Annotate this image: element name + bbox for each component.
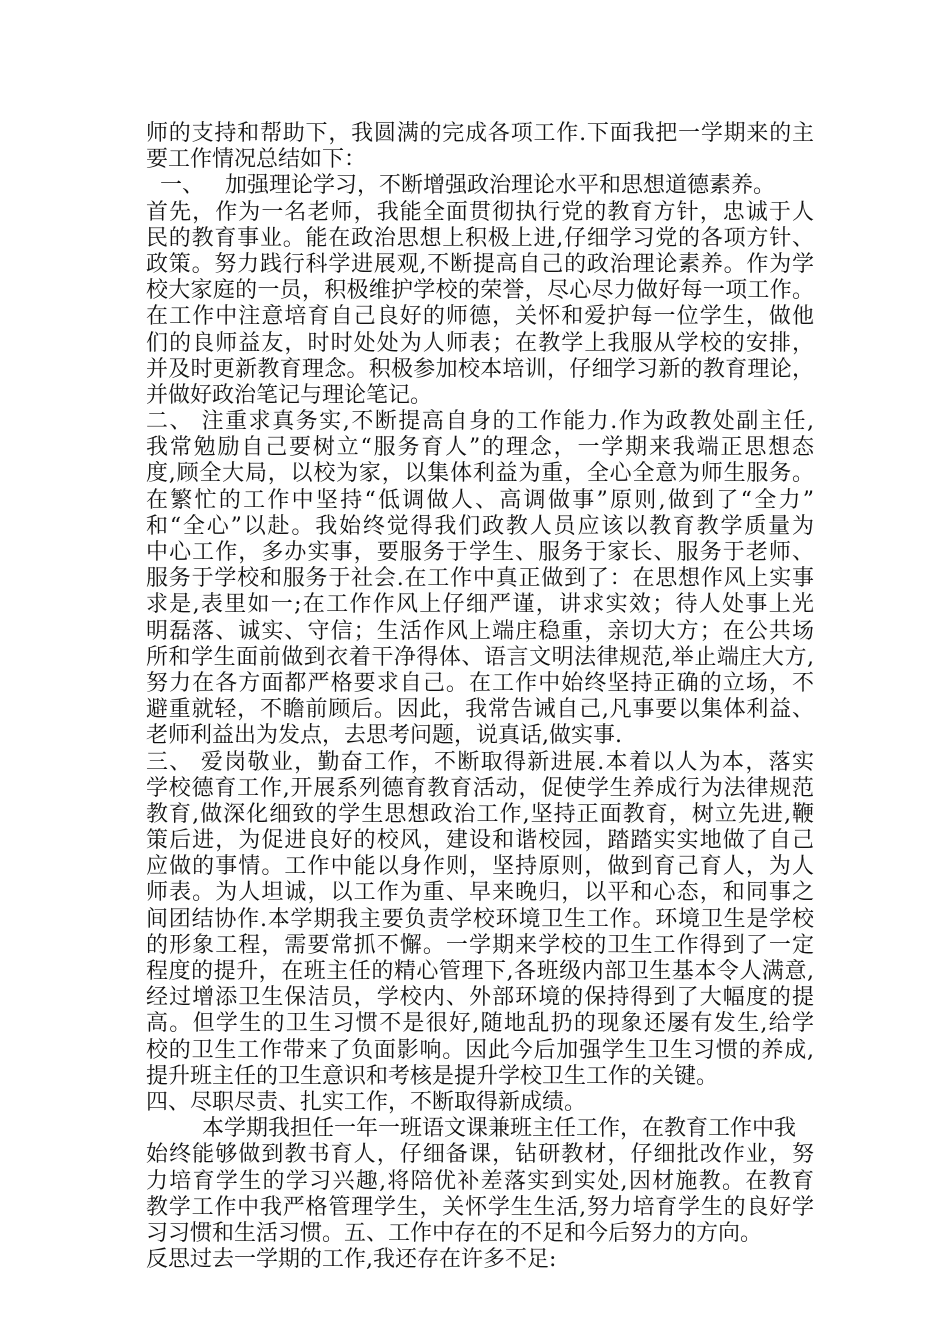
text-line: 并做好政治笔记与理论笔记。 xyxy=(146,382,433,408)
text-line: 努力在各方面都严格要求自己。在工作中始终坚持正确的立场，不 xyxy=(146,670,814,696)
text-line: 高。但学生的卫生习惯不是很好,随地乱扔的现象还屡有发生,给学 xyxy=(146,1011,814,1037)
text-line: 的形象工程，需要常抓不懈。一学期来学校的卫生工作得到了一定 xyxy=(146,932,814,958)
text-line: 校大家庭的一员，积极维护学校的荣誉，尽心尽力做好每一项工作。 xyxy=(146,278,814,304)
text-line: 师的支持和帮助下，我圆满的完成各项工作.下面我把一学期来的主 xyxy=(146,121,814,146)
text-line: 求是,表里如一;在工作作风上仔细严谨，讲求实效；待人处事上光 xyxy=(146,592,814,618)
text-line: 教育,做深化细致的学生思想政治工作,坚持正面教育，树立先进,鞭 xyxy=(146,801,814,827)
text-line: 始终能够做到教书育人，仔细备课，钻研教材，仔细批改作业，努 xyxy=(146,1142,814,1168)
text-line: 服务于学校和服务于社会.在工作中真正做到了：在思想作风上实事 xyxy=(146,566,814,592)
text-line: 校的卫生工作带来了负面影响。因此今后加强学生卫生习惯的养成, xyxy=(146,1037,814,1063)
section-heading-3: 三、 爱岗敬业，勤奋工作，不断取得新进展.本着以人为本，落实 xyxy=(146,749,814,775)
text-line: 要工作情况总结如下： xyxy=(146,147,367,173)
text-line: 们的良师益友，时时处处为人师表；在教学上我服从学校的安排， xyxy=(146,330,814,356)
text-line: 所和学生面前做到衣着干净得体、语言文明法律规范,举止端庄大方, xyxy=(146,644,814,670)
text-line: 避重就轻，不瞻前顾后。因此，我常告诫自己,凡事要以集体利益、 xyxy=(146,697,814,723)
text-line: 经过增添卫生保洁员，学校内、外部环境的保持得到了大幅度的提 xyxy=(146,985,814,1011)
document-body xyxy=(146,121,814,1273)
text-line: 度,顾全大局，以校为家，以集体利益为重，全心全意为师生服务。 xyxy=(146,461,814,487)
text-line: 习习惯和生活习惯。五、工作中存在的不足和今后努力的方向。 xyxy=(146,1220,763,1246)
text-line: 老师利益出为发点，去思考问题，说真话,做实事. xyxy=(146,723,622,749)
text-line: 程度的提升，在班主任的精心管理下,各班级内部卫生基本令人满意, xyxy=(146,959,814,984)
text-line: 和“全心”以赴。我始终觉得我们政教人员应该以教育教学质量为 xyxy=(146,513,814,539)
text-line: 本学期我担任一年一班语文课兼班主任工作，在教育工作中我 xyxy=(146,1116,796,1142)
text-line: 反思过去一学期的工作,我还存在许多不足: xyxy=(146,1247,557,1273)
text-line: 策后进，为促进良好的校风，建设和谐校园，踏踏实实地做了自己 xyxy=(146,828,814,854)
text-line: 教学工作中我严格管理学生，关怀学生生活,努力培育学生的良好学 xyxy=(146,1194,814,1220)
text-line: 在繁忙的工作中坚持“低调做人、高调做事”原则,做到了“全力” xyxy=(146,487,814,513)
text-line: 中心工作，多办实事，要服务于学生、服务于家长、服务于老师、 xyxy=(146,540,814,565)
text-line: 首先，作为一名老师，我能全面贯彻执行党的教育方针，忠诚于人 xyxy=(146,199,814,225)
text-line: 我常勉励自己要树立“服务育人”的理念，一学期来我端正思想态 xyxy=(146,435,814,461)
text-line: 力培育学生的学习兴趣,将陪优补差落实到实处,因材施教。在教育 xyxy=(146,1168,814,1194)
text-line: 民的教育事业。能在政治思想上积极上进,仔细学习党的各项方针、 xyxy=(146,225,814,251)
text-line: 政策。努力践行科学进展观,不断提高自己的政治理论素养。作为学 xyxy=(146,251,814,277)
section-heading-1: 一、 加强理论学习，不断增强政治理论水平和思想道德素养。 xyxy=(146,173,775,199)
text-line: 间团结协作.本学期我主要负责学校环境卫生工作。环境卫生是学校 xyxy=(146,906,814,932)
text-line: 提升班主任的卫生意识和考核是提升学校卫生工作的关键。 xyxy=(146,1063,719,1089)
text-line: 师表。为人坦诚，以工作为重、早来晚归，以平和心态，和同事之 xyxy=(146,880,814,906)
text-line: 在工作中注意培育自己良好的师德，关怀和爱护每一位学生，做他 xyxy=(146,304,814,330)
section-heading-4: 四、尽职尽责、扎实工作，不断取得新成绩。 xyxy=(146,1089,587,1115)
text-line: 学校德育工作,开展系列德育教育活动，促使学生养成行为法律规范 xyxy=(146,775,814,801)
text-line: 明磊落、诚实、守信；生活作风上端庄稳重，亲切大方；在公共场 xyxy=(146,618,814,644)
text-line: 并及时更新教育理念。积极参加校本培训，仔细学习新的教育理论， xyxy=(146,356,814,382)
section-heading-2: 二、 注重求真务实,不断提高自身的工作能力.作为政教处副主任, xyxy=(146,409,814,435)
text-line: 应做的事情。工作中能以身作则，坚持原则，做到育己育人，为人 xyxy=(146,854,814,880)
